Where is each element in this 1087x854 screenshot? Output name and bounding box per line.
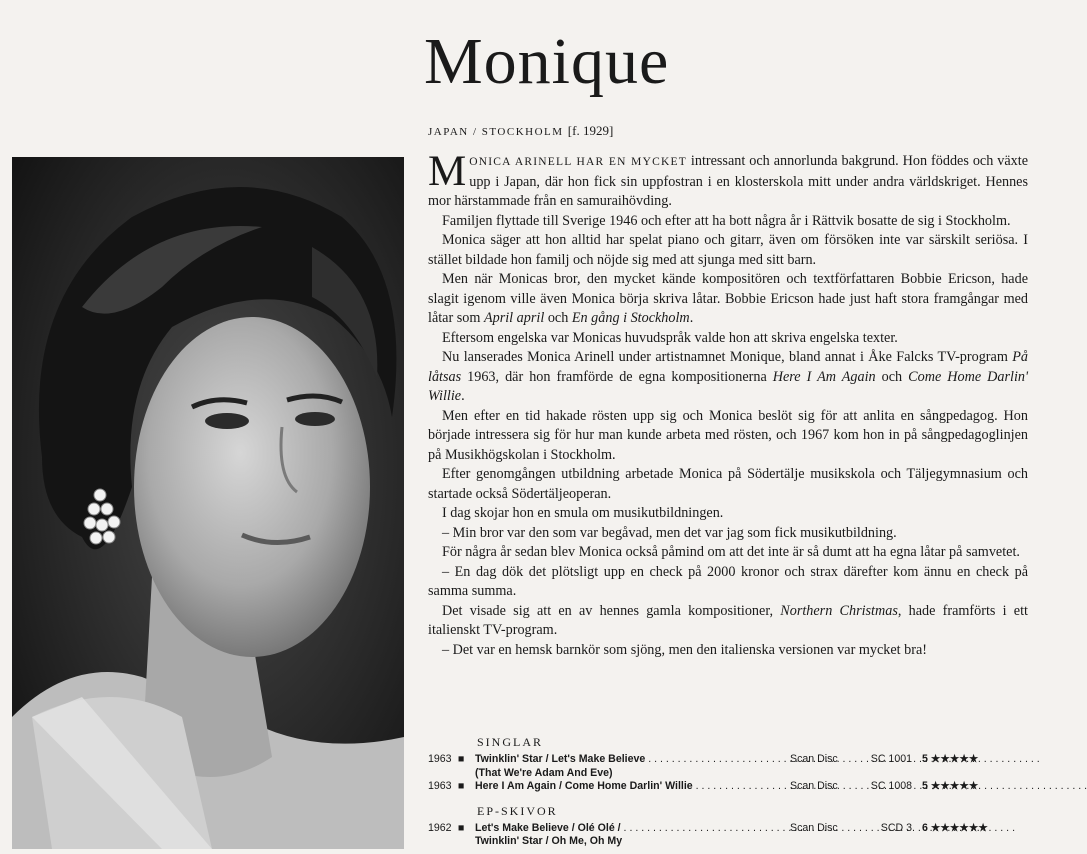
discography-row: [428, 822, 988, 836]
release-title: Let's Make Believe / Olé Olé / . . .: [475, 822, 790, 836]
article-body: [428, 148, 1029, 660]
ep-heading: EP-SKIVOR: [477, 803, 558, 818]
bullet-icon: ■: [458, 780, 465, 792]
release-title: Twinklin' Star / Oh Me, Oh My: [475, 835, 623, 847]
lead-in-text: ONICA ARINELL HAR EN MYCKET: [469, 156, 687, 168]
record-label: Scan Disc: [790, 821, 838, 834]
portrait-image: [12, 157, 404, 849]
paragraph: I dag skojar hon en smula om musikutbildningen.: [442, 505, 724, 521]
discography-row: [428, 753, 988, 767]
catalog-number: SCD 3: [880, 821, 912, 834]
paragraph: – Det var en hemsk barnkör som sjöng, men den italienska versionen var mycket bra!: [442, 641, 927, 658]
singles-heading: SINGLAR: [477, 735, 544, 749]
song-title: Here I Am Again: [772, 368, 876, 385]
origin-text: JAPAN / STOCKHOLM: [428, 126, 564, 138]
catalog-number: SC 1008: [870, 780, 912, 792]
release-year: 1963: [428, 753, 452, 765]
record-label: Scan Disc: [790, 780, 838, 792]
paragraph-text: Men när Monicas bror, den mycket kände kompositören och textförfattaren Bobbie Ericson, hade slagit igenom ville även Monica börja skriva låtar. Bobbie Ericson hade just haft stora framgångar med låtar som: [428, 271, 1028, 326]
paragraph: Eftersom engelska var Monicas huvudspråk valde hon att skriva engelska texter.: [442, 329, 898, 346]
paragraph: [428, 148, 1029, 212]
paragraph-text: intressant och annorlunda bakgrund. Hon föddes och växte upp i Japan, där hon fick sin uppfostran i en klosterskola mitt under andra världskriget. Hennes mor härstammade från en samuraihövding.: [428, 153, 1029, 209]
discography: [428, 735, 988, 849]
paragraph: – Min bror var den som var begåvad, men det var jag som fick musikutbildning.: [442, 524, 897, 541]
artist-origin: [428, 123, 613, 139]
bullet-icon: ■: [458, 821, 465, 834]
rating: 6 ★★★★★★: [922, 821, 988, 834]
release-title: Twinklin' Star / Let's Make Believe . . .: [475, 753, 790, 767]
paragraph: Nu lanserades Monica Arinell under artistnamnet Monique, bland annat i Åke Falcks TV-program På låtsas 1963, där hon framförde de egna kompositionerna Here I Am Again och Come Home Darlin' Willie.: [428, 349, 1029, 404]
paragraph: Familjen flyttade till Sverige 1946 och efter att ha bott några år i Rättvik bosatte de sig i Stockholm.: [442, 212, 1011, 229]
paragraph: – En dag dök det plötsligt upp en check på 2000 kronor och strax därefter kom ännu en check på samma summa.: [428, 563, 1028, 599]
song-title: Come Home Darlin' Willie: [428, 368, 1029, 404]
page-title: Monique: [424, 25, 670, 98]
paragraph-text: , hade framförts i ett italienskt TV-program.: [428, 602, 1028, 638]
birth-year: [f. 1929]: [567, 123, 614, 138]
song-title: April april: [483, 310, 545, 326]
artist-portrait-photo: [12, 157, 404, 849]
discography-row-continuation: [428, 835, 988, 849]
rating: 5 ★★★★★: [922, 780, 979, 792]
paragraph-text: och: [547, 310, 569, 326]
paragraph: Men efter en tid hakade rösten upp sig och Monica beslöt sig för att anlita en sångpedagog. Hon började intressera sig för hur man kunde arbeta med rösten, och 1967 kom hon in på sångpedagoglinjen på Musikhögskolan i Stockholm.: [428, 407, 1028, 463]
paragraph: Efter genomgången utbildning arbetade Monica på Södertälje musikskola och Täljegymnasium och startade också Södertäljeoperan.: [428, 466, 1028, 502]
song-title: En gång i Stockholm: [571, 310, 690, 326]
paragraph: Monica säger att hon alltid har spelat piano och gitarr, även om försöken inte var särskilt seriösa. I stället bildade hon familj och nöjde sig med att sjunga med sitt barn.: [428, 232, 1028, 268]
release-year: 1963: [428, 780, 452, 792]
discography-row-continuation: [428, 767, 988, 781]
release-title: (That We're Adam And Eve): [475, 766, 613, 779]
paragraph: För några år sedan blev Monica också påmind om att det inte är så dumt att ha egna låtar på samvetet.: [442, 544, 1020, 560]
drop-cap: M: [428, 148, 467, 195]
bullet-icon: ■: [458, 753, 465, 765]
catalog-number: SC 1001: [870, 753, 912, 765]
paragraph-text: och: [881, 368, 903, 385]
rating: 5 ★★★★★: [922, 753, 979, 765]
discography-row: [428, 780, 988, 794]
paragraph: Men när Monicas bror, den mycket kände kompositören och textförfattaren Bobbie Ericson, hade slagit igenom ville även Monica börja skriva låtar. Bobbie Ericson hade just haft stora framgångar med låtar som April april och En gång i Stockholm.: [428, 271, 1028, 326]
paragraph-text: Det visade sig att en av hennes gamla kompositioner,: [442, 602, 774, 619]
show-title: På låtsas: [428, 349, 1028, 385]
song-title: Northern Christmas: [780, 602, 898, 619]
record-label: Scan Disc: [790, 753, 838, 765]
paragraph-text: Nu lanserades Monica Arinell under artistnamnet Monique, bland annat i Åke Falcks TV-program: [442, 349, 1008, 365]
release-title: Here I Am Again / Come Home Darlin' Willie . . .: [475, 780, 790, 794]
paragraph: [428, 602, 1028, 641]
paragraph-text: 1963, där hon framförde de egna kompositionerna: [467, 368, 767, 385]
release-year: 1962: [428, 821, 452, 834]
